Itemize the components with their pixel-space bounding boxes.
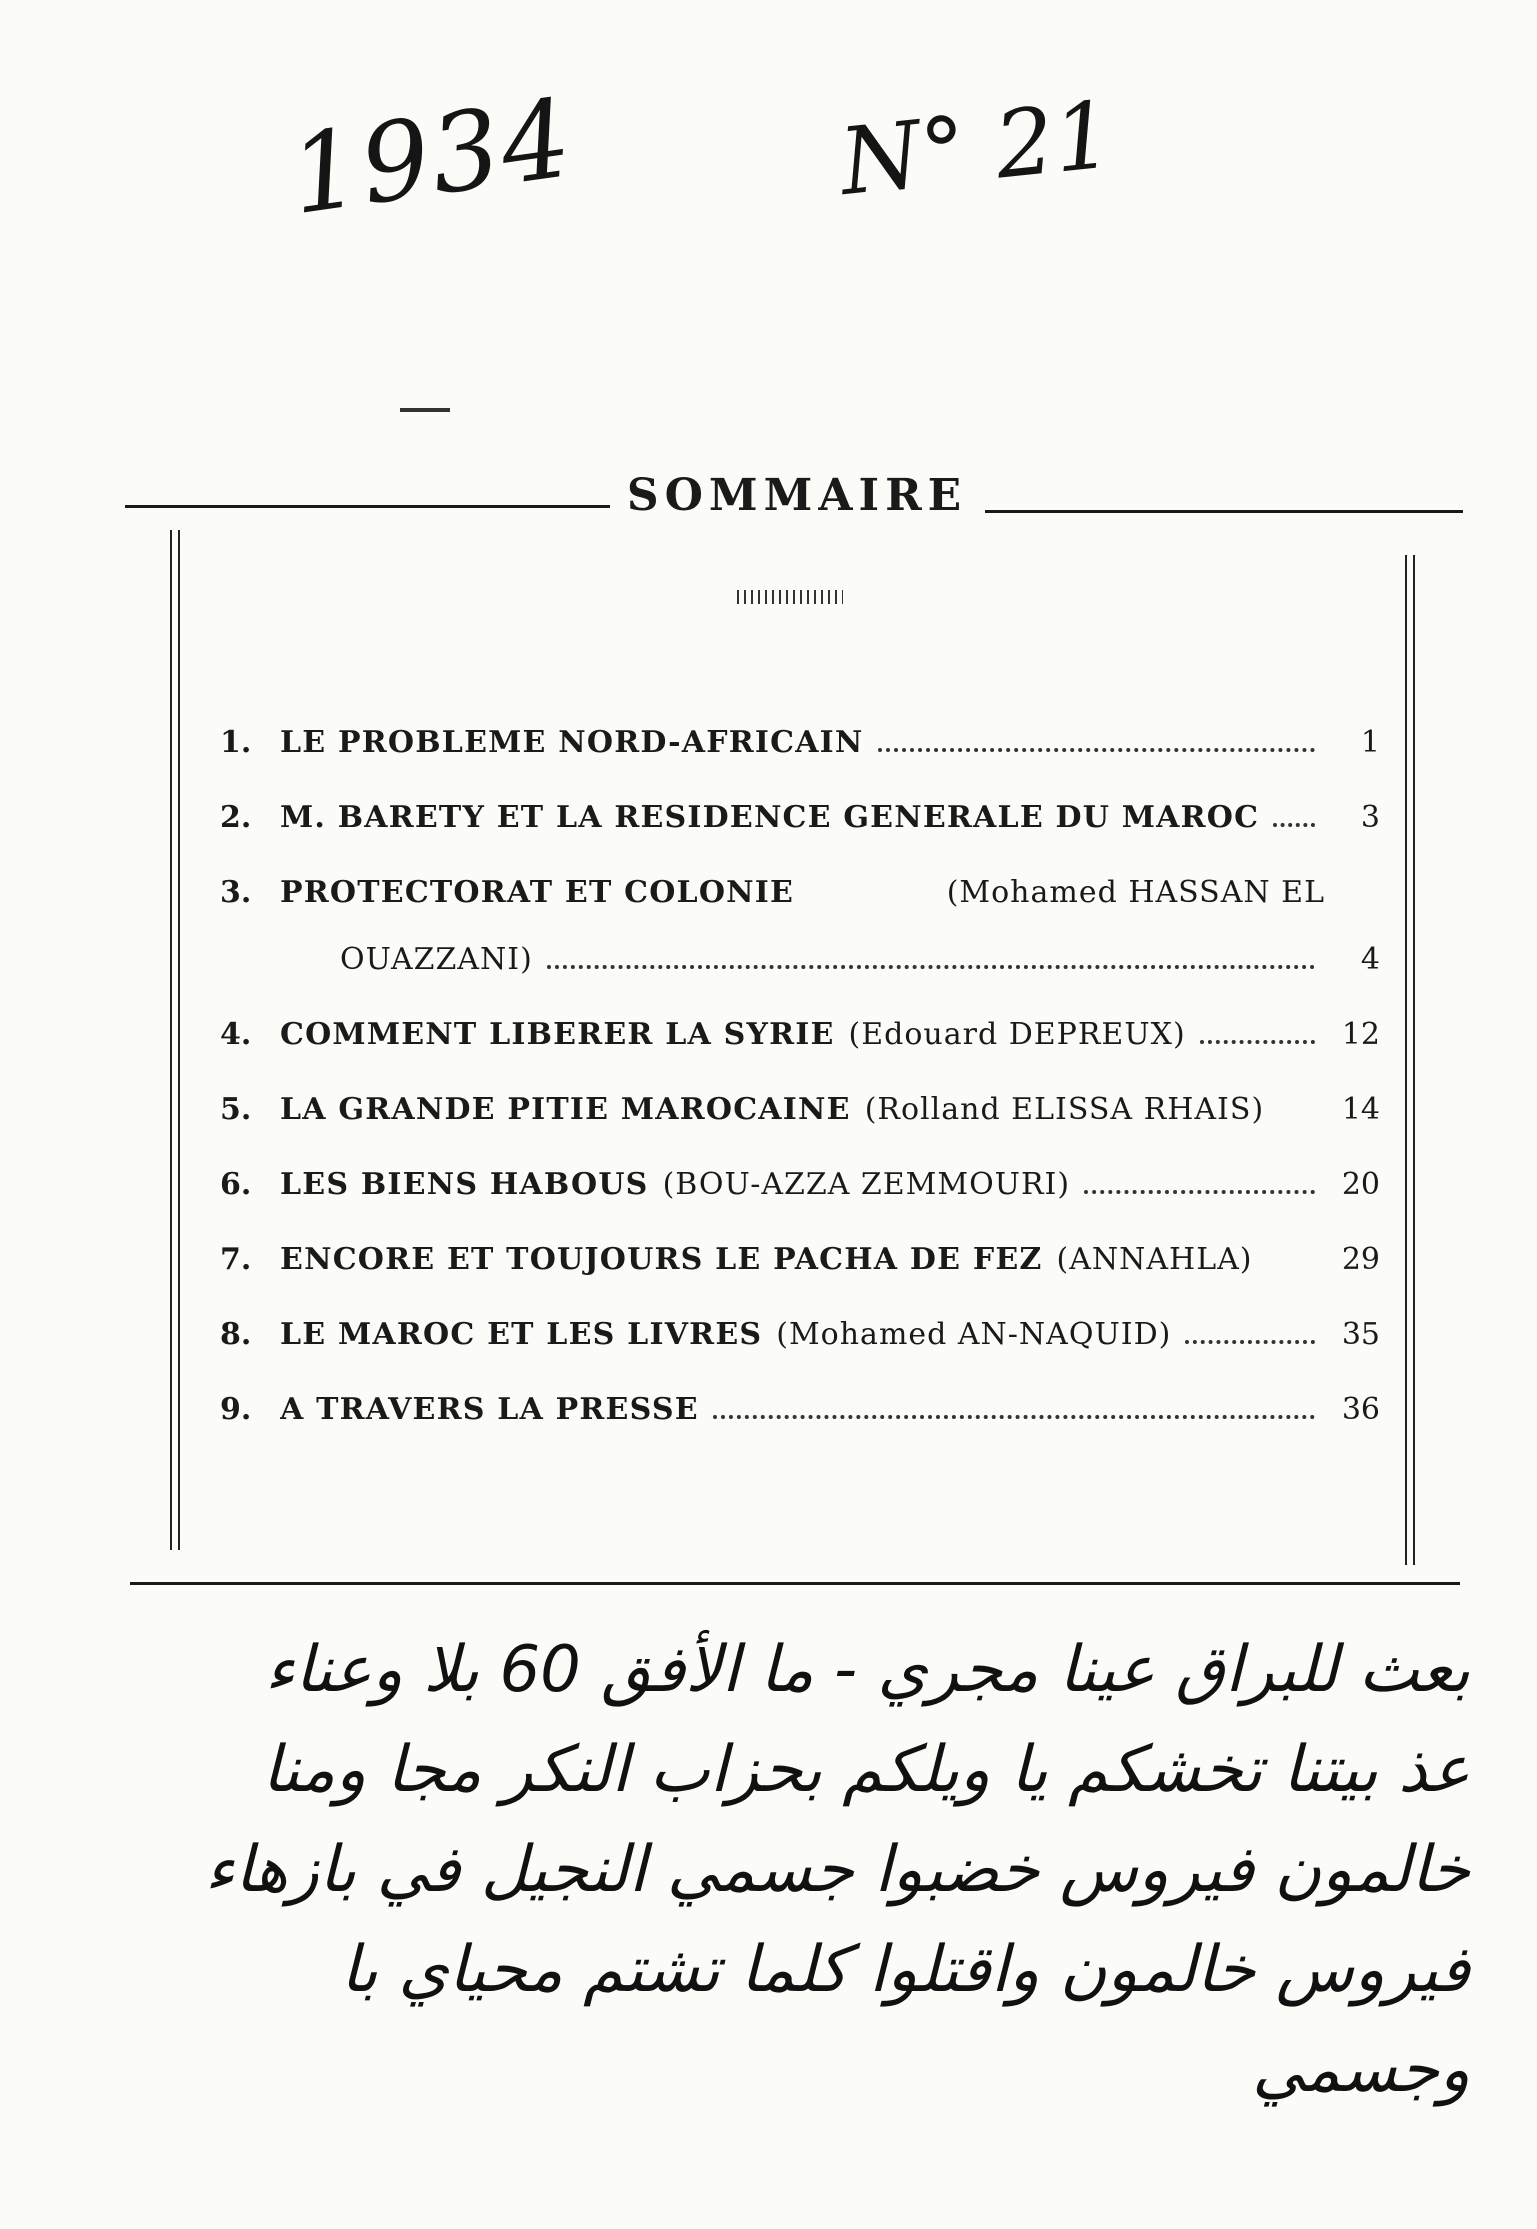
note-line: وجسمي (1252, 2033, 1470, 2107)
frame-left-line (170, 530, 172, 1550)
toc-entry-title: LE MAROC ET LES LIVRES (280, 1317, 763, 1352)
note-line: فيروس خالمون واقتلوا كلما تشتم محياي با (340, 1933, 1470, 2007)
toc-entry-page: 3 (1360, 800, 1380, 835)
toc-entry-page: 35 (1341, 1317, 1380, 1352)
toc-entry-number: 9. (220, 1392, 252, 1427)
title-rule-left (125, 505, 610, 508)
toc-entry-page: 4 (1360, 942, 1380, 977)
toc-entry-author: (Edouard DEPREUX) (848, 1017, 1186, 1052)
leader-dots (878, 748, 1315, 752)
toc-entry-page: 14 (1341, 1092, 1380, 1127)
toc-entry-page: 12 (1341, 1017, 1380, 1052)
handwritten-issue-number: N° 21 (835, 81, 1118, 216)
toc-entry-number: 3. (220, 875, 252, 910)
toc-entry-title: PROTECTORAT ET COLONIE (280, 875, 795, 910)
toc-entry-title: LE PROBLEME NORD-AFRICAIN (280, 725, 864, 760)
leader-dots (1273, 823, 1315, 827)
frame-right-line (1405, 555, 1407, 1565)
toc-entry-number: 8. (220, 1317, 252, 1352)
note-line: خالمون فيروس خضبوا جسمي النجيل في بازهاء (204, 1833, 1470, 1907)
note-line: عذ بيتنا تخشكم يا ويلكم بحزاب النكر مجا ومنا (262, 1733, 1470, 1807)
toc-entry-number: 5. (220, 1092, 252, 1127)
frame-right-line-outer (1413, 555, 1415, 1565)
frame-left-line-inner (178, 530, 180, 1550)
toc-entry-page: 1 (1360, 725, 1380, 760)
leader-dots (547, 965, 1315, 969)
toc-entry-number: 2. (220, 800, 252, 835)
note-line: بعث للبراق عينا مجري - ما الأفق 60 بلا وعناء (264, 1633, 1470, 1707)
toc-entry-author: (Mohamed AN-NAQUID) (776, 1317, 1172, 1352)
toc-entry-title: M. BARETY ET LA RESIDENCE GENERALE DU MAROC (280, 800, 1260, 835)
leader-dots (1200, 1040, 1315, 1044)
toc-entry-author: (BOU-AZZA ZEMMOURI) (662, 1167, 1071, 1202)
handwritten-year: 1934 (282, 75, 581, 240)
handwritten-arabic-note (60, 1620, 1470, 2180)
toc-entry-author: (ANNAHLA) (1056, 1242, 1253, 1277)
toc-entry-author-continued: OUAZZANI) (340, 942, 533, 977)
title-ornament (737, 590, 843, 604)
page-title: SOMMAIRE (626, 470, 968, 521)
toc-entry-page: 36 (1341, 1392, 1380, 1427)
leader-dots (713, 1415, 1315, 1419)
ink-mark (400, 408, 450, 412)
toc-entry-title: LES BIENS HABOUS (280, 1167, 649, 1202)
toc-entry-page: 20 (1341, 1167, 1380, 1202)
toc-entry-number: 1. (220, 725, 252, 760)
bottom-rule (130, 1582, 1460, 1585)
toc-entry-number: 6. (220, 1167, 252, 1202)
toc-entry-author: (Mohamed HASSAN EL (946, 875, 1325, 910)
toc-entry-page: 29 (1341, 1242, 1380, 1277)
toc-entry-title: LA GRANDE PITIE MAROCAINE (280, 1092, 851, 1127)
toc-entry-author: (Rolland ELISSA RHAIS) (864, 1092, 1265, 1127)
leader-dots (1084, 1190, 1315, 1194)
toc-entry-number: 4. (220, 1017, 252, 1052)
toc-entry-title: A TRAVERS LA PRESSE (280, 1392, 699, 1427)
title-rule-right (985, 510, 1463, 513)
toc-entry-number: 7. (220, 1242, 252, 1277)
leader-dots (1185, 1340, 1315, 1344)
toc-entry-title: ENCORE ET TOUJOURS LE PACHA DE FEZ (280, 1242, 1043, 1277)
toc-entry-title: COMMENT LIBERER LA SYRIE (280, 1017, 835, 1052)
